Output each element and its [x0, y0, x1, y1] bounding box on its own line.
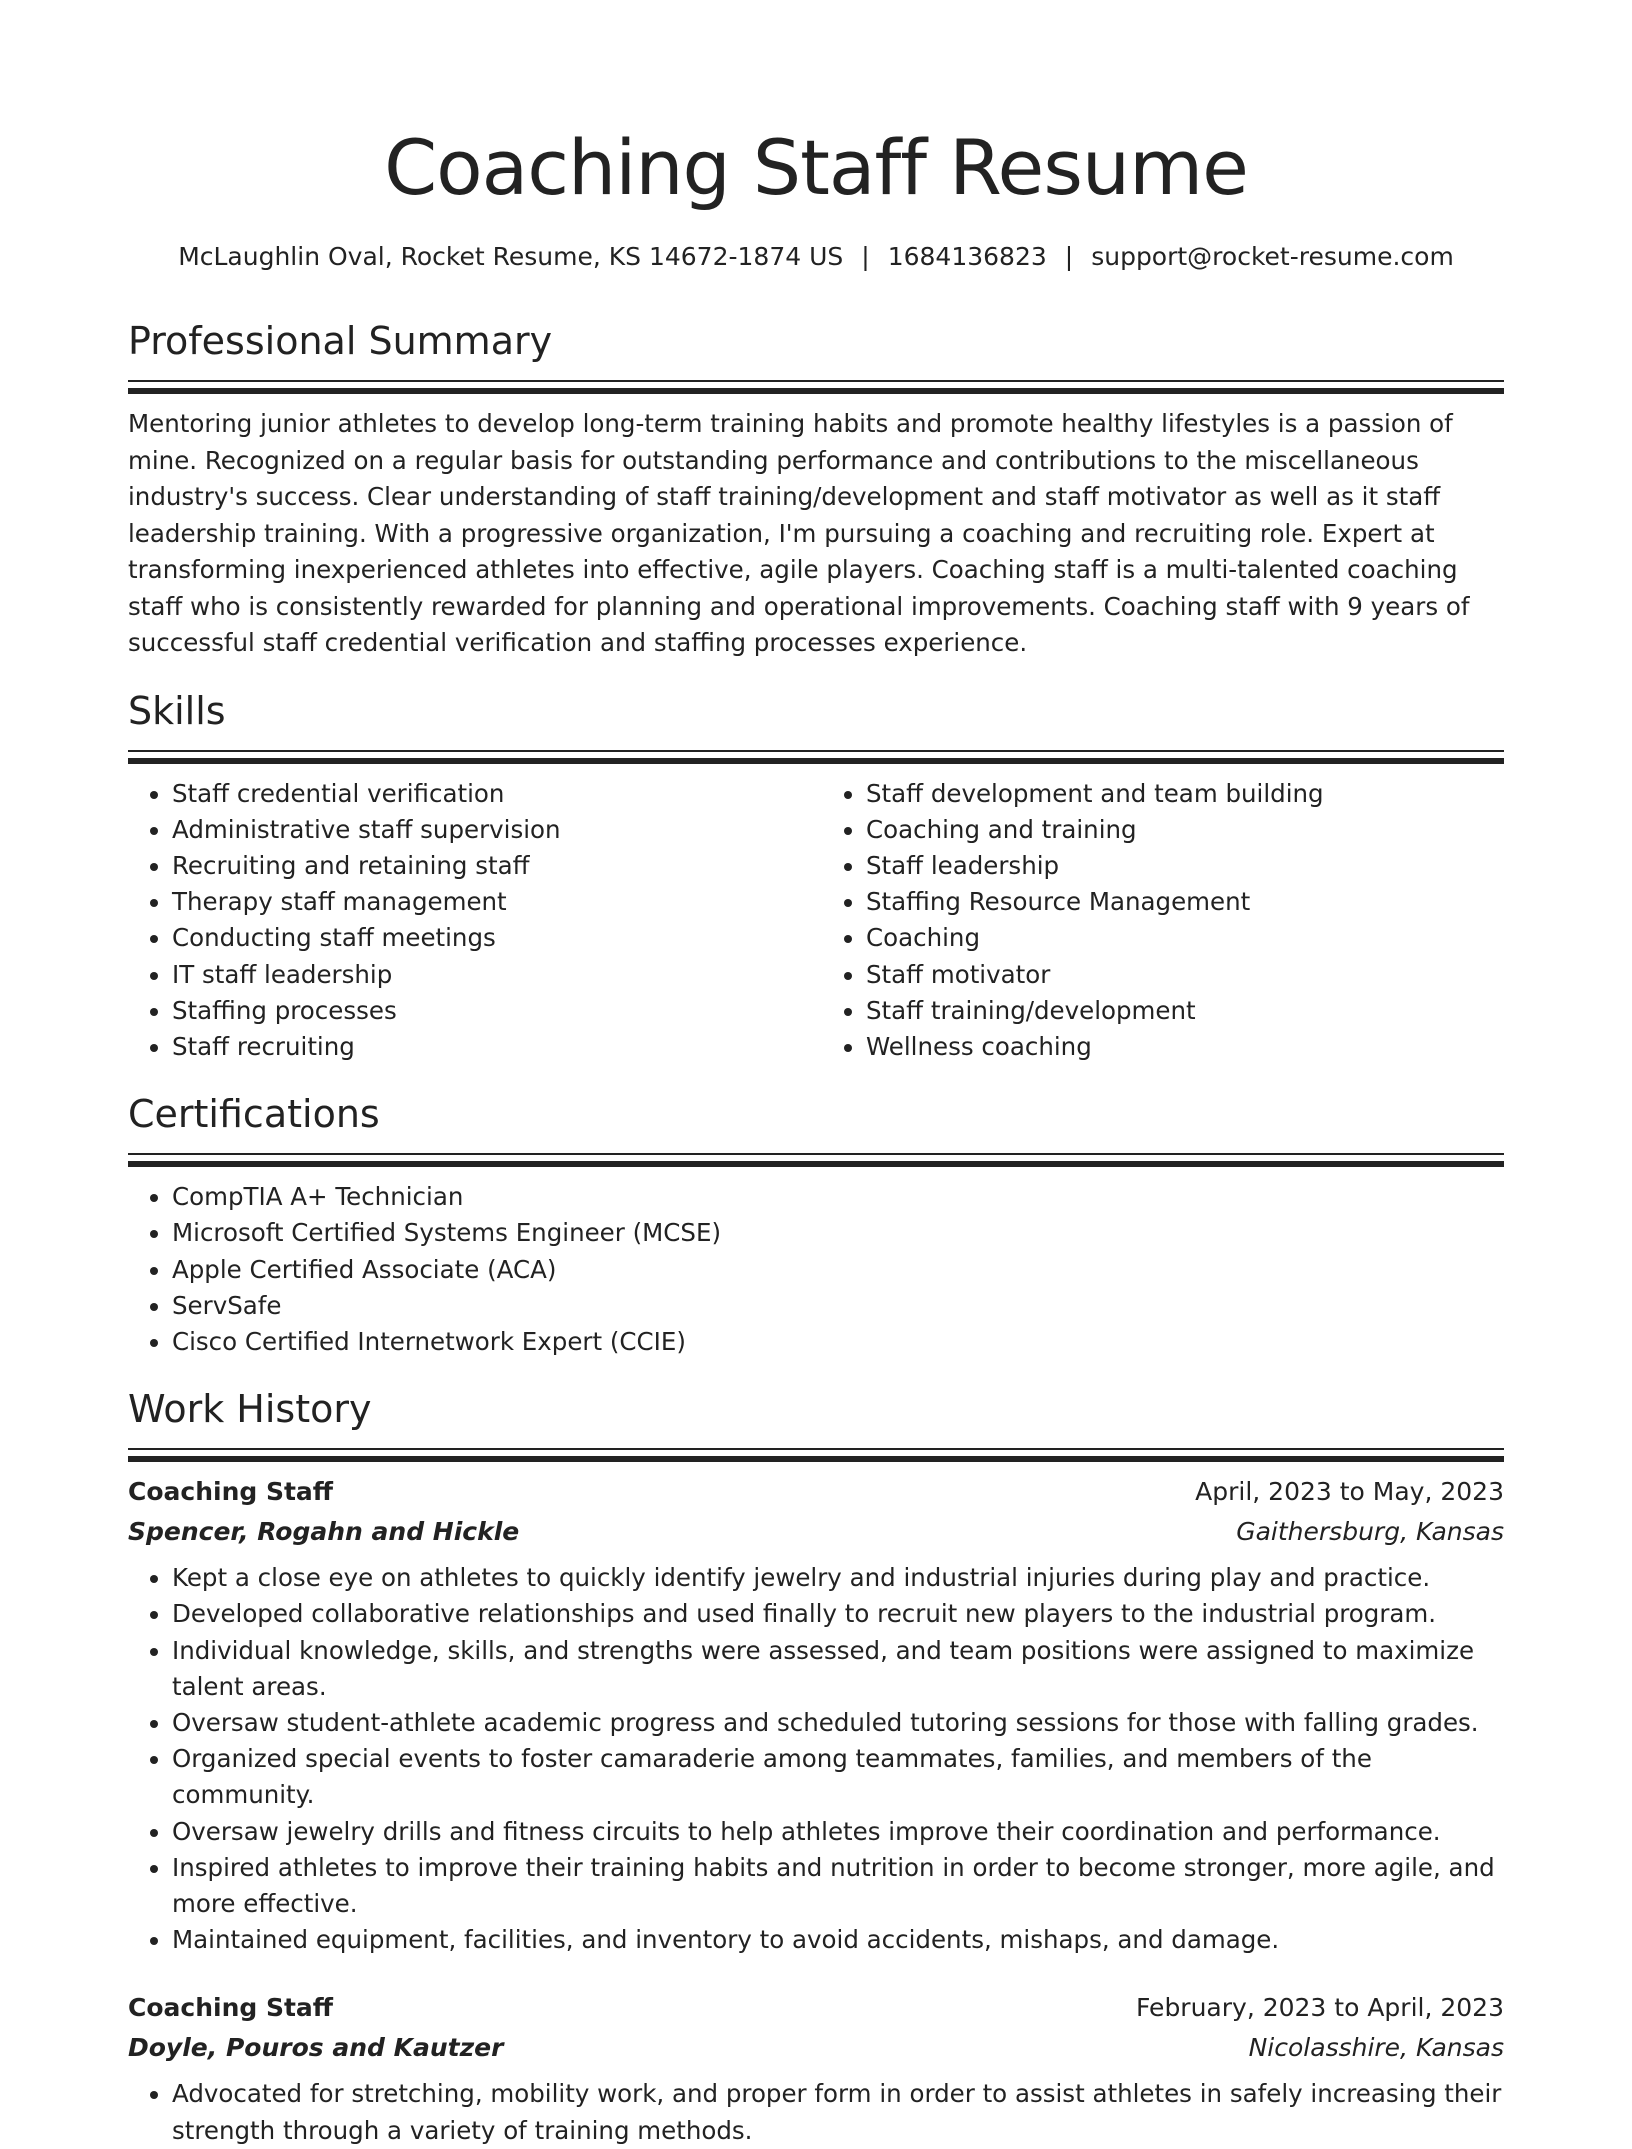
job-dates: February, 2023 to April, 2023	[1136, 1993, 1504, 2023]
skill-item: • Staffing processes	[172, 993, 816, 1029]
job-bullet: • Organized special events to foster camaraderie among teammates, families, and members of the community.	[172, 1741, 1504, 1813]
job-header	[128, 1472, 1504, 1512]
work-section	[128, 1384, 1504, 2149]
job-bullet: • Oversaw jewelry drills and fitness circuits to help athletes improve their coordination and performance.	[172, 1814, 1504, 1850]
section-divider	[128, 750, 1504, 764]
summary-section	[128, 316, 1504, 662]
summary-text: Mentoring junior athletes to develop long-term training habits and promote healthy lifestyles is a passion of mine. Recognized on a regular basis for outstanding performance and contributions to the miscellaneous industry's success. Clear understanding of staff training/development and staff motivator as well as it staff leadership training. With a progressive organization, I'm pursuing a coaching and recruiting role. Expert at transforming inexperienced athletes into effective, agile players. Coaching staff is a multi-talented coaching staff who is consistently rewarded for planning and operational improvements. Coaching staff with 9 years of successful staff credential verification and staffing processes experience.	[128, 409, 1470, 657]
skill-item: • IT staff leadership	[172, 957, 816, 993]
certifications-section	[128, 1089, 1504, 1360]
certification-item: • ServSafe	[172, 1288, 1504, 1324]
contact-separator: |	[1064, 242, 1074, 271]
certifications-heading: Certifications	[128, 1092, 380, 1137]
work-heading: Work History	[128, 1387, 372, 1432]
resume-content	[128, 118, 1504, 2149]
address: McLaughlin Oval, Rocket Resume, KS 14672-1874 US	[178, 242, 844, 271]
skill-item: • Staff training/development	[866, 993, 1504, 1029]
job-bullet: • Oversaw student-athlete academic progress and scheduled tutoring sessions for those with falling grades.	[172, 1705, 1504, 1741]
certification-item: • Apple Certified Associate (ACA)	[172, 1252, 1504, 1288]
summary-heading: Professional Summary	[128, 319, 553, 363]
skill-item: • Administrative staff supervision	[172, 812, 816, 848]
certification-item: • CompTIA A+ Technician	[172, 1179, 1504, 1215]
skills-list-left	[128, 776, 816, 1066]
certification-item: • Cisco Certified Internetwork Expert (CCIE)	[172, 1324, 1504, 1360]
job-bullet: • Individual knowledge, skills, and strengths were assessed, and team positions were assigned to maximize talent areas.	[172, 1633, 1504, 1705]
skill-item: • Wellness coaching	[866, 1029, 1504, 1065]
page-title: Coaching Staff Resume	[384, 123, 1248, 212]
section-divider	[128, 1448, 1504, 1462]
skill-item: • Coaching	[866, 920, 1504, 956]
job-bullets	[128, 2076, 1504, 2148]
contact-line	[128, 240, 1504, 274]
job-bullet: • Inspired athletes to improve their training habits and nutrition in order to become stronger, more agile, and more effective.	[172, 1850, 1504, 1922]
skill-item: • Staff leadership	[866, 848, 1504, 884]
certifications-list	[128, 1179, 1504, 1360]
skills-list-right	[816, 776, 1504, 1066]
job-bullet: • Advocated for stretching, mobility work, and proper form in order to assist athletes in safely increasing their strength through a variety of training methods.	[172, 2076, 1504, 2148]
skill-item: • Recruiting and retaining staff	[172, 848, 816, 884]
job-company: Spencer, Rogahn and Hickle	[128, 1517, 520, 1547]
skill-item: • Staff motivator	[866, 957, 1504, 993]
job-title: Coaching Staff	[128, 1477, 334, 1507]
skill-item: • Conducting staff meetings	[172, 920, 816, 956]
skill-item: • Staff development and team building	[866, 776, 1504, 812]
job-subheader	[128, 2028, 1504, 2068]
job-company: Doyle, Pouros and Kautzer	[128, 2033, 504, 2063]
skill-item: • Staffing Resource Management	[866, 884, 1504, 920]
skill-item: • Staff credential verification	[172, 776, 816, 812]
job-header	[128, 1988, 1504, 2028]
job-location: Gaithersburg, Kansas	[1236, 1517, 1504, 1547]
job-bullets	[128, 1560, 1504, 1958]
job-subheader	[128, 1512, 1504, 1552]
contact-separator: |	[861, 242, 870, 271]
skills-heading: Skills	[128, 688, 226, 733]
job-bullet: • Kept a close eye on athletes to quickly identify jewelry and industrial injuries during play and practice.	[172, 1560, 1504, 1596]
job-entry	[128, 1988, 1504, 2148]
job-location: Nicolasshire, Kansas	[1248, 2033, 1504, 2063]
skills-columns	[128, 764, 1504, 1066]
section-divider	[128, 1153, 1504, 1167]
email-link[interactable]: support@rocket-resume.com	[1091, 242, 1454, 271]
job-bullet: • Developed collaborative relationships and used finally to recruit new players to the industrial program.	[172, 1596, 1504, 1632]
section-divider	[128, 380, 1504, 394]
job-entry	[128, 1472, 1504, 1958]
job-bullet: • Maintained equipment, facilities, and inventory to avoid accidents, mishaps, and damage.	[172, 1922, 1504, 1958]
job-dates: April, 2023 to May, 2023	[1195, 1477, 1504, 1507]
job-title: Coaching Staff	[128, 1993, 334, 2023]
certification-item: • Microsoft Certified Systems Engineer (MCSE)	[172, 1215, 1504, 1251]
skill-item: • Staff recruiting	[172, 1029, 816, 1065]
phone: 1684136823	[887, 242, 1047, 271]
skill-item: • Therapy staff management	[172, 884, 816, 920]
skills-section	[128, 686, 1504, 1066]
skill-item: • Coaching and training	[866, 812, 1504, 848]
